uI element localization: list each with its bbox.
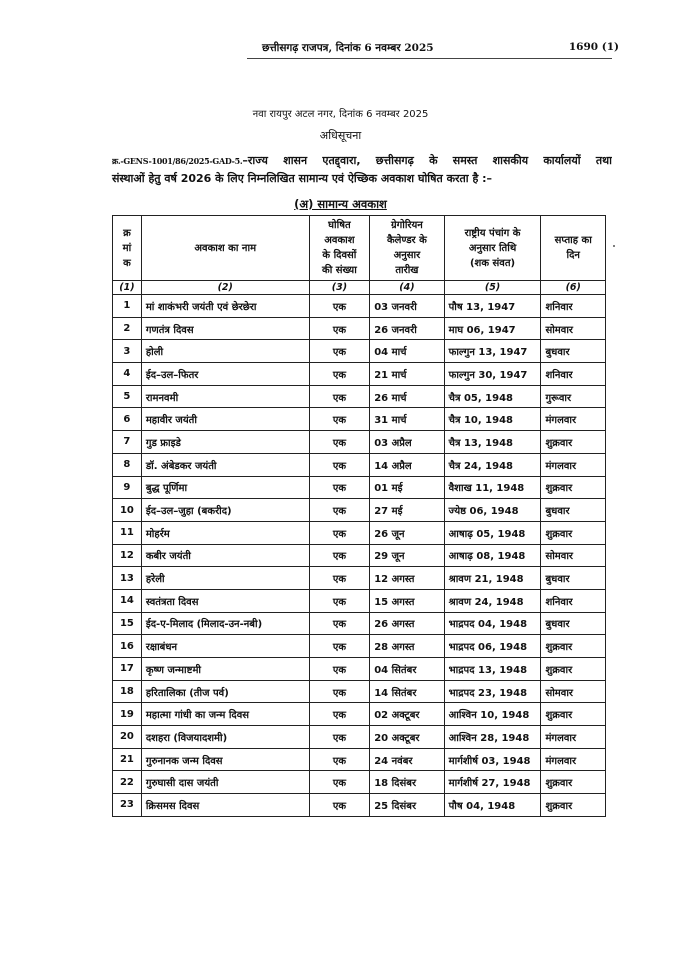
days-count-cell: एक — [309, 703, 370, 726]
weekday-cell: शुक्रवार — [541, 658, 606, 681]
days-count-cell: एक — [309, 635, 370, 658]
days-count-cell: एक — [309, 658, 370, 681]
saka-date-cell: फाल्गुन 30, 1947 — [444, 363, 541, 386]
page-number: 1690 (1) — [568, 41, 619, 53]
serial-cell: 18 — [113, 680, 142, 703]
column-number: (3) — [309, 281, 370, 295]
column-number: (6) — [541, 281, 606, 295]
column-number: (2) — [141, 281, 309, 295]
days-count-cell: एक — [309, 567, 370, 590]
holiday-name-cell: गुरुघासी दास जयंती — [141, 771, 309, 794]
gregorian-date-cell: 03 अप्रैल — [370, 431, 444, 454]
gregorian-date-cell: 15 अगस्त — [370, 589, 444, 612]
holiday-name-cell: होली — [141, 340, 309, 363]
gregorian-date-cell: 03 जनवरी — [370, 295, 444, 318]
gregorian-date-cell: 14 अप्रैल — [370, 453, 444, 476]
table-row — [113, 771, 606, 794]
serial-cell: 3 — [113, 340, 142, 363]
saka-date-cell: श्रावण 21, 1948 — [444, 567, 541, 590]
serial-cell: 16 — [113, 635, 142, 658]
saka-date-cell: चैत्र 10, 1948 — [444, 408, 541, 431]
table-row — [113, 544, 606, 567]
section-title: (अ) सामान्य अवकाश — [294, 197, 387, 211]
weekday-cell: शुक्रवार — [541, 476, 606, 499]
column-number: (5) — [444, 281, 541, 295]
serial-cell: 1 — [113, 295, 142, 318]
table-row — [113, 295, 606, 318]
saka-date-cell: माघ 06, 1947 — [444, 317, 541, 340]
days-count-cell: एक — [309, 544, 370, 567]
holiday-name-cell: ईद-ए-मिलाद (मिलाद-उन-नबी) — [141, 612, 309, 635]
header-saka-date: राष्ट्रीय पंचांग के अनुसार तिथि (शक संवत) — [444, 216, 541, 281]
saka-date-cell: फाल्गुन 13, 1947 — [444, 340, 541, 363]
holiday-name-cell: रक्षाबंधन — [141, 635, 309, 658]
saka-date-cell: भाद्रपद 13, 1948 — [444, 658, 541, 681]
serial-cell: 5 — [113, 385, 142, 408]
saka-date-cell: आषाढ़ 08, 1948 — [444, 544, 541, 567]
days-count-cell: एक — [309, 589, 370, 612]
saka-date-cell: चैत्र 13, 1948 — [444, 431, 541, 454]
paragraph-line-1-text: –राज्य शासन एतद्द्वारा, छत्तीसगढ़ के समस्त शासकीय कार्यालयों तथा — [242, 154, 612, 167]
header-weekday: सप्ताह का दिन — [541, 216, 606, 281]
place-date: नवा रायपुर अटल नगर, दिनांक 6 नवम्बर 2025 — [252, 109, 429, 120]
serial-cell: 11 — [113, 521, 142, 544]
days-count-cell: एक — [309, 431, 370, 454]
days-count-cell: एक — [309, 499, 370, 522]
weekday-cell: शनिवार — [541, 295, 606, 318]
saka-date-cell: भाद्रपद 23, 1948 — [444, 680, 541, 703]
table-row — [113, 408, 606, 431]
table-row — [113, 703, 606, 726]
weekday-cell: शनिवार — [541, 363, 606, 386]
serial-cell: 15 — [113, 612, 142, 635]
gregorian-date-cell: 26 अगस्त — [370, 612, 444, 635]
gregorian-date-cell: 18 दिसंबर — [370, 771, 444, 794]
serial-cell: 21 — [113, 748, 142, 771]
reference-number: क्र.-GENS-1001/86/2025-GAD-5. — [112, 156, 243, 166]
table-row — [113, 476, 606, 499]
holiday-name-cell: गणतंत्र दिवस — [141, 317, 309, 340]
weekday-cell: मंगलवार — [541, 726, 606, 749]
serial-cell: 9 — [113, 476, 142, 499]
holiday-name-cell: गुड फ्राइडे — [141, 431, 309, 454]
weekday-cell: बुधवार — [541, 567, 606, 590]
table-header-row — [113, 216, 606, 281]
weekday-cell: सोमवार — [541, 680, 606, 703]
weekday-cell: शुक्रवार — [541, 771, 606, 794]
paragraph-line-1 — [112, 152, 612, 170]
holiday-name-cell: महावीर जयंती — [141, 408, 309, 431]
weekday-cell: शुक्रवार — [541, 635, 606, 658]
column-number: (4) — [370, 281, 444, 295]
table-row — [113, 521, 606, 544]
days-count-cell: एक — [309, 476, 370, 499]
holiday-name-cell: स्वतंत्रता दिवस — [141, 589, 309, 612]
gregorian-date-cell: 29 जून — [370, 544, 444, 567]
gregorian-date-cell: 02 अक्टूबर — [370, 703, 444, 726]
holiday-name-cell: ईद–उल–फितर — [141, 363, 309, 386]
serial-cell: 10 — [113, 499, 142, 522]
days-count-cell: एक — [309, 726, 370, 749]
column-number-row — [113, 281, 606, 295]
days-count-cell: एक — [309, 453, 370, 476]
holiday-name-cell: हरेली — [141, 567, 309, 590]
serial-cell: 13 — [113, 567, 142, 590]
header-divider — [247, 58, 612, 59]
weekday-cell: बुधवार — [541, 340, 606, 363]
days-count-cell: एक — [309, 340, 370, 363]
saka-date-cell: भाद्रपद 04, 1948 — [444, 612, 541, 635]
table-row — [113, 680, 606, 703]
saka-date-cell: श्रावण 24, 1948 — [444, 589, 541, 612]
gregorian-date-cell: 31 मार्च — [370, 408, 444, 431]
weekday-cell: गुरूवार — [541, 385, 606, 408]
header-holiday-name: अवकाश का नाम — [141, 216, 309, 281]
days-count-cell: एक — [309, 408, 370, 431]
table-row — [113, 635, 606, 658]
days-count-cell: एक — [309, 385, 370, 408]
holiday-name-cell: क्रिसमस दिवस — [141, 794, 309, 817]
weekday-cell: बुधवार — [541, 499, 606, 522]
saka-date-cell: पौष 04, 1948 — [444, 794, 541, 817]
saka-date-cell: चैत्र 24, 1948 — [444, 453, 541, 476]
gregorian-date-cell: 12 अगस्त — [370, 567, 444, 590]
days-count-cell: एक — [309, 521, 370, 544]
notification-title: अधिसूचना — [319, 129, 362, 142]
weekday-cell: मंगलवार — [541, 453, 606, 476]
saka-date-cell: मार्गशीर्ष 03, 1948 — [444, 748, 541, 771]
table-row — [113, 431, 606, 454]
days-count-cell: एक — [309, 794, 370, 817]
header-gregorian-date: ग्रेगोरियन कैलेण्डर के अनुसार तारीख — [370, 216, 444, 281]
serial-cell: 23 — [113, 794, 142, 817]
holiday-name-cell: ईद–उल–जुहा (बकरीद) — [141, 499, 309, 522]
gregorian-date-cell: 27 मई — [370, 499, 444, 522]
holiday-name-cell: कबीर जयंती — [141, 544, 309, 567]
holiday-name-cell: दशहरा (विजयादशमी) — [141, 726, 309, 749]
saka-date-cell: आश्विन 28, 1948 — [444, 726, 541, 749]
serial-cell: 4 — [113, 363, 142, 386]
paragraph-line-2: संस्थाओं हेतु वर्ष 2026 के लिए निम्नलिखित सामान्य एवं ऐच्छिक अवकाश घोषित करता है :– — [112, 172, 493, 185]
holiday-name-cell: हरितालिका (तीज पर्व) — [141, 680, 309, 703]
saka-date-cell: मार्गशीर्ष 27, 1948 — [444, 771, 541, 794]
saka-date-cell: आषाढ़ 05, 1948 — [444, 521, 541, 544]
gregorian-date-cell: 04 सितंबर — [370, 658, 444, 681]
holiday-name-cell: रामनवमी — [141, 385, 309, 408]
gregorian-date-cell: 26 जून — [370, 521, 444, 544]
holiday-name-cell: कृष्ण जन्माष्टमी — [141, 658, 309, 681]
table-row — [113, 453, 606, 476]
table-row — [113, 340, 606, 363]
serial-cell: 22 — [113, 771, 142, 794]
serial-cell: 14 — [113, 589, 142, 612]
table-row — [113, 499, 606, 522]
holiday-name-cell: डॉ. अंबेडकर जयंती — [141, 453, 309, 476]
days-count-cell: एक — [309, 317, 370, 340]
saka-date-cell: आश्विन 10, 1948 — [444, 703, 541, 726]
table-row — [113, 363, 606, 386]
weekday-cell: सोमवार — [541, 317, 606, 340]
gazette-header — [262, 41, 619, 56]
saka-date-cell: वैशाख 11, 1948 — [444, 476, 541, 499]
saka-date-cell: ज्येष्ठ 06, 1948 — [444, 499, 541, 522]
serial-cell: 12 — [113, 544, 142, 567]
days-count-cell: एक — [309, 363, 370, 386]
column-number: (1) — [113, 281, 142, 295]
header-serial: क्र मां क — [113, 216, 142, 281]
serial-cell: 2 — [113, 317, 142, 340]
days-count-cell: एक — [309, 680, 370, 703]
gregorian-date-cell: 04 मार्च — [370, 340, 444, 363]
gregorian-date-cell: 28 अगस्त — [370, 635, 444, 658]
table-row — [113, 658, 606, 681]
gregorian-date-cell: 25 दिसंबर — [370, 794, 444, 817]
header-days-count: घोषित अवकाश के दिवसों की संख्या — [309, 216, 370, 281]
gregorian-date-cell: 24 नवंबर — [370, 748, 444, 771]
table-row — [113, 794, 606, 817]
gregorian-date-cell: 01 मई — [370, 476, 444, 499]
holiday-name-cell: मां शाकंभरी जयंती एवं छेरछेरा — [141, 295, 309, 318]
weekday-cell: शुक्रवार — [541, 521, 606, 544]
gregorian-date-cell: 14 सितंबर — [370, 680, 444, 703]
saka-date-cell: पौष 13, 1947 — [444, 295, 541, 318]
weekday-cell: बुधवार — [541, 612, 606, 635]
weekday-cell: मंगलवार — [541, 408, 606, 431]
gregorian-date-cell: 21 मार्च — [370, 363, 444, 386]
table-row — [113, 748, 606, 771]
serial-cell: 6 — [113, 408, 142, 431]
weekday-cell: शुक्रवार — [541, 703, 606, 726]
days-count-cell: एक — [309, 295, 370, 318]
weekday-cell: शनिवार — [541, 589, 606, 612]
table-row — [113, 317, 606, 340]
gazette-title: छत्तीसगढ़ राजपत्र, दिनांक 6 नवम्बर 2025 — [262, 42, 434, 54]
saka-date-cell: चैत्र 05, 1948 — [444, 385, 541, 408]
table-row — [113, 567, 606, 590]
gregorian-date-cell: 26 जनवरी — [370, 317, 444, 340]
days-count-cell: एक — [309, 612, 370, 635]
gregorian-date-cell: 26 मार्च — [370, 385, 444, 408]
serial-cell: 19 — [113, 703, 142, 726]
weekday-cell: शुक्रवार — [541, 431, 606, 454]
table-row — [113, 385, 606, 408]
holiday-name-cell: मोहर्रम — [141, 521, 309, 544]
table-row — [113, 726, 606, 749]
serial-cell: 8 — [113, 453, 142, 476]
holiday-name-cell: महात्मा गांधी का जन्म दिवस — [141, 703, 309, 726]
serial-cell: 17 — [113, 658, 142, 681]
saka-date-cell: भाद्रपद 06, 1948 — [444, 635, 541, 658]
table-row — [113, 589, 606, 612]
holiday-name-cell: गुरुनानक जन्म दिवस — [141, 748, 309, 771]
serial-cell: 20 — [113, 726, 142, 749]
table-row — [113, 612, 606, 635]
weekday-cell: सोमवार — [541, 544, 606, 567]
days-count-cell: एक — [309, 748, 370, 771]
days-count-cell: एक — [309, 771, 370, 794]
scan-speck — [613, 245, 615, 247]
holiday-name-cell: बुद्ध पूर्णिमा — [141, 476, 309, 499]
weekday-cell: मंगलवार — [541, 748, 606, 771]
gregorian-date-cell: 20 अक्टूबर — [370, 726, 444, 749]
serial-cell: 7 — [113, 431, 142, 454]
weekday-cell: शुक्रवार — [541, 794, 606, 817]
holiday-table — [112, 215, 606, 817]
notification-paragraph — [112, 152, 612, 188]
